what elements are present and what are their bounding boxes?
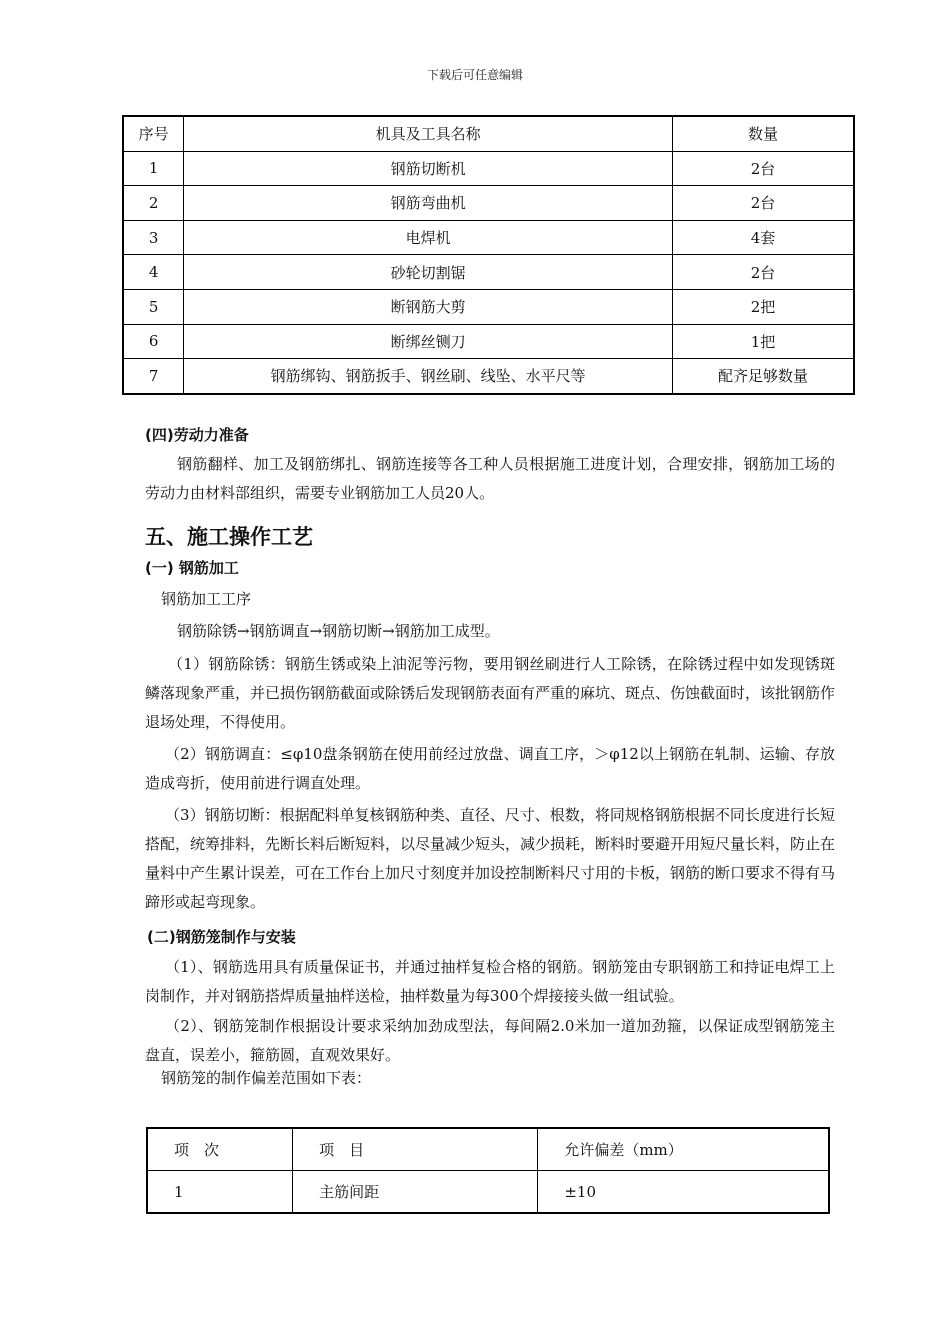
labor-paragraph: 钢筋翻样、加工及钢筋绑扎、钢筋连接等各工种人员根据施工进度计划，合理安排，钢筋加工场的劳动力由材料部组织，需要专业钢筋加工人员20人。 bbox=[145, 455, 835, 502]
table-cell: 配齐足够数量 bbox=[672, 359, 854, 394]
table-cell: 钢筋切断机 bbox=[184, 151, 673, 186]
page-header: 下载后可任意编辑 bbox=[426, 68, 523, 82]
table-header-row bbox=[147, 1128, 829, 1171]
table-cell: 5 bbox=[123, 289, 184, 324]
deviation-intro: 钢筋笼的制作偏差范围如下表： bbox=[161, 1069, 372, 1087]
table-row bbox=[123, 186, 854, 221]
process-flow: 钢筋除锈→钢筋调直→钢筋切断→钢筋加工成型。 bbox=[177, 622, 500, 640]
table-cell: 2 bbox=[123, 186, 184, 221]
table-header-cell: 项 次 bbox=[147, 1128, 293, 1171]
table-row bbox=[123, 359, 854, 394]
table-row bbox=[123, 151, 854, 186]
table-header-cell: 数量 bbox=[672, 116, 854, 151]
table-cell: 2台 bbox=[672, 151, 854, 186]
paragraph-derusting: （1）钢筋除锈：钢筋生锈或染上油泥等污物，要用钢丝刷进行人工除锈，在除锈过程中如发现锈斑鳞落现象严重，并已损伤钢筋截面或除锈后发现钢筋表面有严重的麻坑、斑点、伤蚀截面时，该批钢筋作退场处理，不得使用。 bbox=[145, 655, 836, 731]
table-row bbox=[123, 324, 854, 359]
table-cell: 2把 bbox=[672, 289, 854, 324]
process-label: 钢筋加工工序 bbox=[161, 590, 252, 608]
table-header-cell: 允许偏差（mm） bbox=[538, 1128, 829, 1171]
table-cell: 1把 bbox=[672, 324, 854, 359]
table-cell: 断钢筋大剪 bbox=[184, 289, 673, 324]
subsection-heading-processing: (一) 钢筋加工 bbox=[145, 559, 239, 577]
table-cell: 1 bbox=[123, 151, 184, 186]
paragraph-cage-1: （1）、钢筋选用具有质量保证书，并通过抽样复检合格的钢筋。钢筋笼由专职钢筋工和持证电焊工上岗制作，并对钢筋搭焊质量抽样送检，抽样数量为每300个焊接接头做一组试验。 bbox=[145, 958, 835, 1005]
table-cell: 6 bbox=[123, 324, 184, 359]
subsection-heading-cage: (二)钢筋笼制作与安装 bbox=[147, 928, 296, 946]
table-cell: 2台 bbox=[672, 186, 854, 221]
table-cell: 2台 bbox=[672, 255, 854, 290]
paragraph-cutting: （3）钢筋切断：根据配料单复核钢筋种类、直径、尺寸、根数，将同规格钢筋根据不同长度进行长短搭配，统筹排料，先断长料后断短料，以尽量减少短头，减少损耗，断料时要避开用短尺量长料，防止在量料中产生累计误差，可在工作台上加尺寸刻度并加设控制断料尺寸用的卡板，钢筋的断口要求不得有马蹄形或起弯现象。 bbox=[145, 806, 836, 911]
table-cell: 电焊机 bbox=[184, 220, 673, 255]
table-header-cell: 机具及工具名称 bbox=[184, 116, 673, 151]
table-header-row bbox=[123, 116, 854, 151]
table-header-cell: 序号 bbox=[123, 116, 184, 151]
table-cell: 1 bbox=[147, 1171, 293, 1214]
table-row bbox=[147, 1171, 829, 1214]
paragraph-cage-2: （2）、钢筋笼制作根据设计要求采纳加劲成型法，每间隔2.0米加一道加劲箍，以保证成型钢筋笼主盘直，误差小，箍筋圆，直观效果好。 bbox=[145, 1017, 835, 1064]
table-cell: 钢筋弯曲机 bbox=[184, 186, 673, 221]
table-header-cell: 项 目 bbox=[293, 1128, 538, 1171]
table-cell: 钢筋绑钩、钢筋扳手、钢丝刷、线坠、水平尺等 bbox=[184, 359, 673, 394]
table-row bbox=[123, 220, 854, 255]
table-cell: ±10 bbox=[538, 1171, 829, 1214]
labor-heading: (四)劳动力准备 bbox=[145, 426, 249, 444]
table-row bbox=[123, 255, 854, 290]
tools-table bbox=[122, 115, 855, 395]
section-title: 五、施工操作工艺 bbox=[145, 525, 313, 549]
table-cell: 主筋间距 bbox=[293, 1171, 538, 1214]
table-cell: 7 bbox=[123, 359, 184, 394]
deviation-table bbox=[146, 1127, 830, 1214]
table-cell: 砂轮切割锯 bbox=[184, 255, 673, 290]
table-cell: 3 bbox=[123, 220, 184, 255]
table-cell: 断绑丝铡刀 bbox=[184, 324, 673, 359]
table-row bbox=[123, 289, 854, 324]
table-cell: 4套 bbox=[672, 220, 854, 255]
table-cell: 4 bbox=[123, 255, 184, 290]
paragraph-straightening: （2）钢筋调直：≤φ10盘条钢筋在使用前经过放盘、调直工序，＞φ12以上钢筋在轧制、运输、存放造成弯折，使用前进行调直处理。 bbox=[145, 745, 835, 792]
